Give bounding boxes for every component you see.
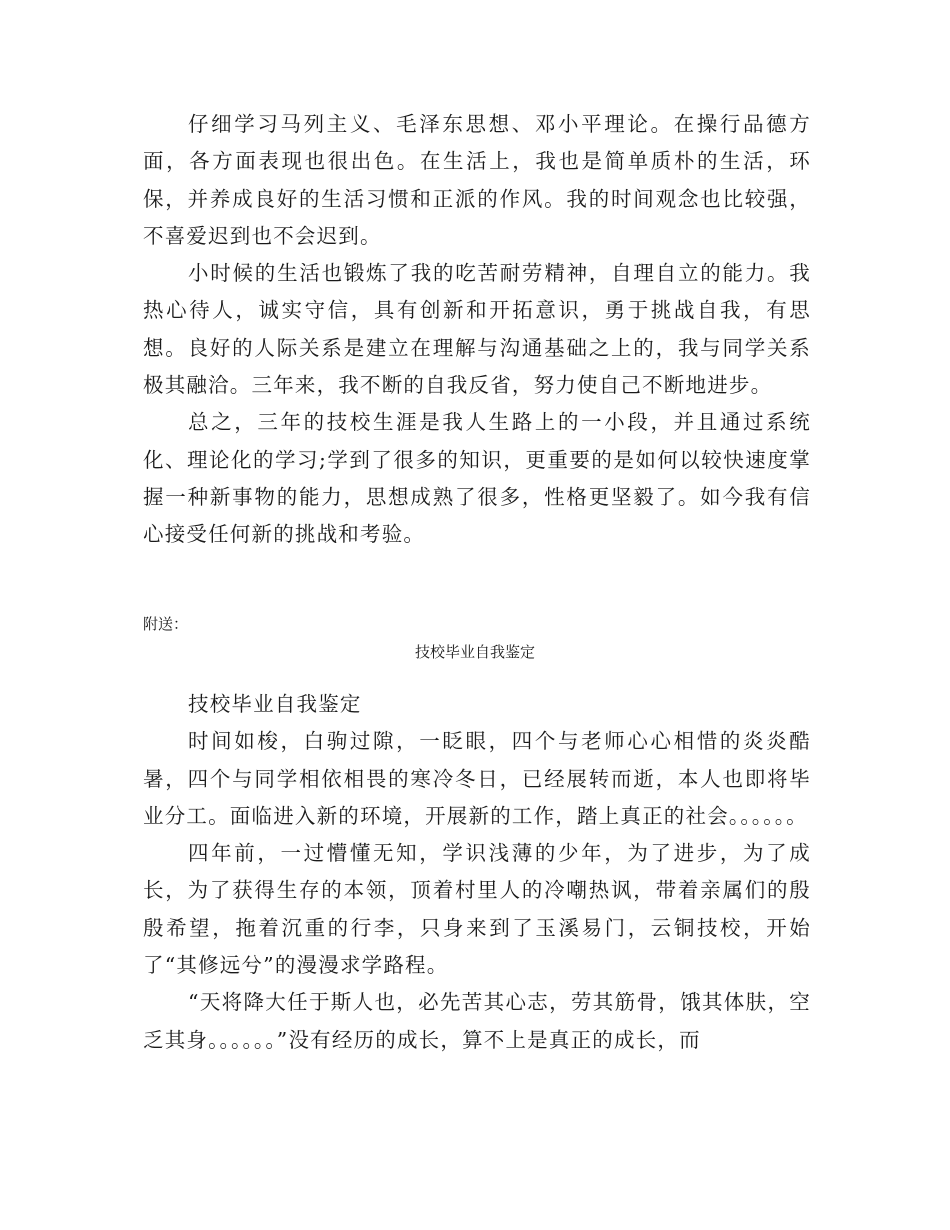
paragraph-time: 时间如梭，白驹过隙，一眨眼，四个与老师心心相惜的炎炎酷暑，四个与同学相依相畏的寒冷冬日，已经展转而逝，本人也即将毕业分工。面临进入新的环境，开展新的工作，踏上真正的社会。。。。。。 — [143, 729, 811, 828]
section-heading: 技校毕业自我鉴定 — [188, 692, 362, 716]
paragraph-study: 仔细学习马列主义、毛泽东思想、邓小平理论。在操行品德方面，各方面表现也很出色。在生活上，我也是简单质朴的生活，环保，并养成良好的生活习惯和正派的作风。我的时间观念也比较强，不喜爱迟到也不会迟到。 — [143, 112, 811, 248]
appendix-title: 技校毕业自我鉴定 — [414, 643, 535, 661]
top-text-block — [143, 106, 811, 554]
appendix-label: 附送： — [143, 615, 189, 633]
bottom-text-block — [143, 686, 811, 1059]
paragraph-childhood: 小时候的生活也锻炼了我的吃苦耐劳精神，自理自立的能力。我热心待人，诚实守信，具有创新和开拓意识，勇于挑战自我，有思想。良好的人际关系是建立在理解与沟通基础之上的，我与同学关系极其融洽。三年来，我不断的自我反省，努力使自己不断地进步。 — [143, 261, 811, 398]
paragraph-summary: 总之，三年的技校生涯是我人生路上的一小段，并且通过系统化、理论化的学习;学到了很多的知识，更重要的是如何以较快速度掌握一种新事物的能力，思想成熟了很多，性格更坚毅了。如今我有信心接受任何新的挑战和考验。 — [143, 410, 811, 547]
paragraph-quote: “天将降大任于斯人也，必先苦其心志，劳其筋骨，饿其体肤，空乏其身。。。。。。”没有经历的成长，算不上是真正的成长，而 — [143, 990, 811, 1052]
paragraph-four-years-ago: 四年前，一过懵懂无知，学识浅薄的少年，为了进步，为了成长，为了获得生存的本领，顶着村里人的冷嘲热讽，带着亲属们的殷殷希望，拖着沉重的行李，只身来到了玉溪易门，云铜技校，开始了“其修远兮”的漫漫求学路程。 — [143, 841, 811, 978]
